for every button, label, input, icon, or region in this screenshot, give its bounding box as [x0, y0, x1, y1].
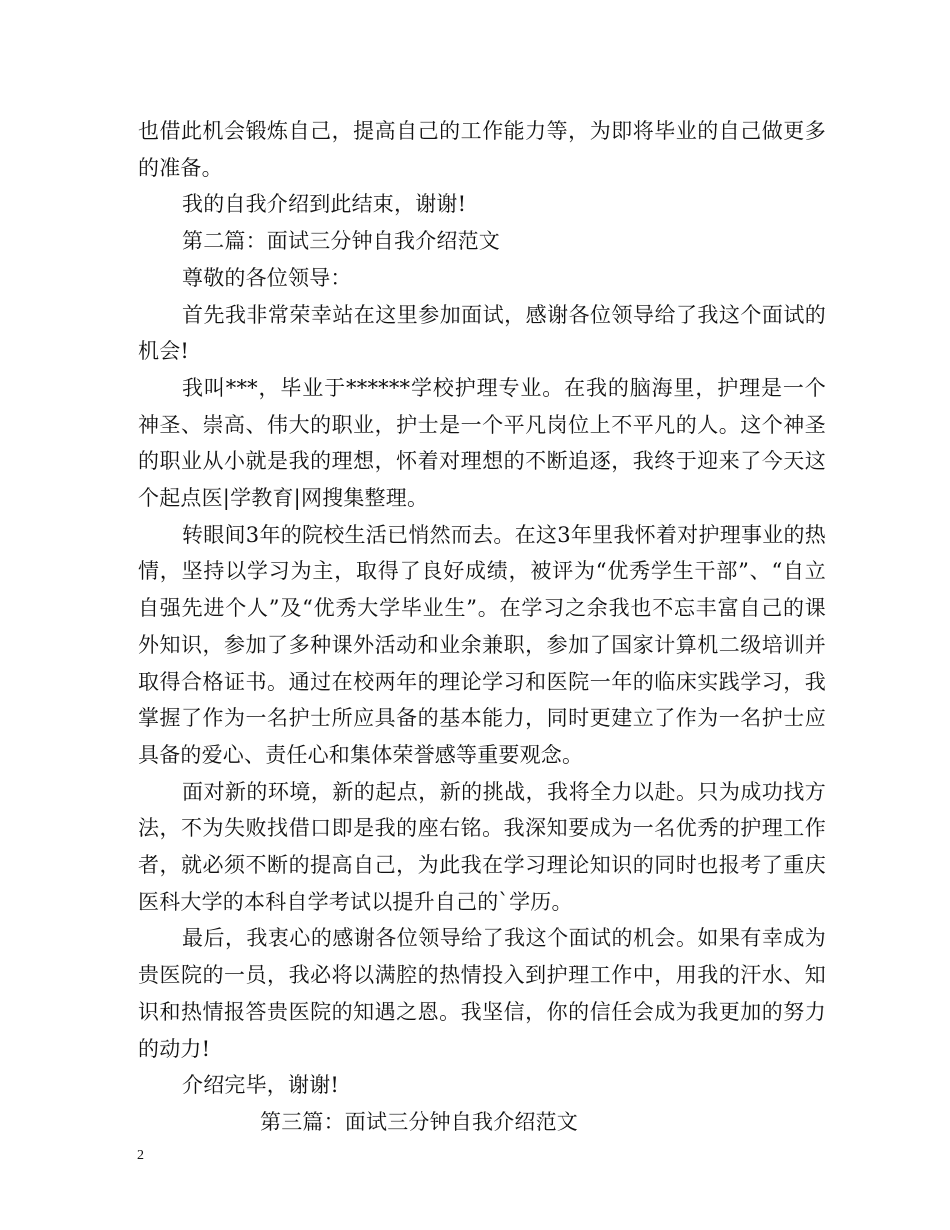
page-number: 2: [137, 1148, 144, 1163]
paragraph-introduction: 我叫***，毕业于******学校护理专业。在我的脑海里，护理是一个神圣、崇高、伟大的职业，护士是一个平凡岗位上不平凡的人。这个神圣的职业从小就是我的理想，怀着对理想的不断追逐，我终于迎来了今天这个起点医|学教育|网搜集整理。: [138, 375, 826, 511]
paragraph-motto: 面对新的环境，新的起点，新的挑战，我将全力以赴。只为成功找方法，不为失败找借口即是我的座右铭。我深知要成为一名优秀的护理工作者，就必须不断的提高自己，为此我在学习理论知识的同时也报考了重庆医科大学的本科自学考试以提升自己的`学历。: [138, 779, 826, 914]
document-body: [138, 113, 826, 1141]
paragraph-thanks: 最后，我衷心的感谢各位领导给了我这个面试的机会。如果有幸成为贵医院的一员，我必将以满腔的热情投入到护理工作中，用我的汗水、知识和热情报答贵医院的知遇之恩。我坚信，你的信任会成为我更加的努力的动力!: [138, 926, 826, 1061]
paragraph-ending: 介绍完毕，谢谢!: [182, 1073, 340, 1098]
section-heading-2: 第二篇：面试三分钟自我介绍范文: [182, 229, 500, 254]
section-heading-3: 第三篇：面试三分钟自我介绍范文: [260, 1109, 578, 1134]
paragraph-salutation: 尊敬的各位领导：: [182, 265, 352, 290]
paragraph-school-life: 转眼间3年的院校生活已悄然而去。在这3年里我怀着对护理事业的热情，坚持以学习为主，取得了良好成绩，被评为“优秀学生干部”、“自立自强先进个人”及“优秀大学毕业生”。在学习之余我也不忘丰富自己的课外知识，参加了多种课外活动和业余兼职，参加了国家计算机二级培训并取得合格证书。通过在校两年的理论学习和医院一年的临床实践学习，我掌握了作为一名护士所应具备的基本能力，同时更建立了作为一名护士应具备的爱心、责任心和集体荣誉感等重要观念。: [138, 522, 826, 767]
paragraph-closing: 我的自我介绍到此结束，谢谢!: [182, 192, 467, 217]
paragraph-continuation: 也借此机会锻炼自己，提高自己的工作能力等，为即将毕业的自己做更多的准备。: [138, 119, 826, 180]
paragraph-opening: 首先我非常荣幸站在这里参加面试，感谢各位领导给了我这个面试的机会!: [138, 302, 826, 364]
